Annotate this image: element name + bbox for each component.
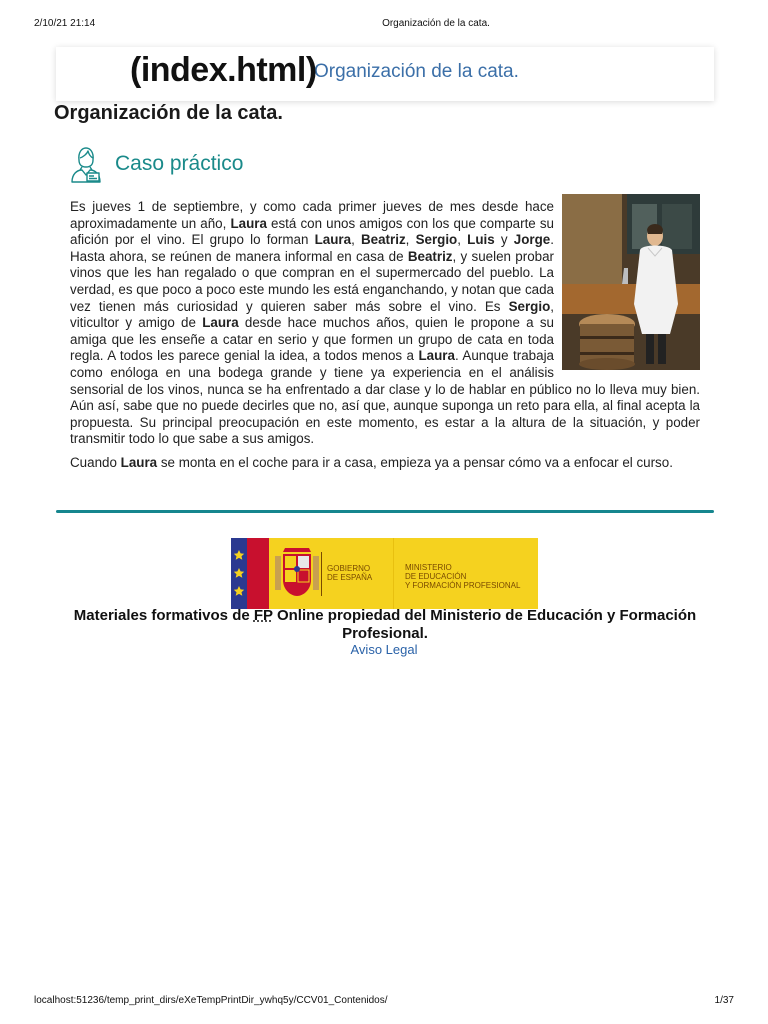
name-beatriz: Beatriz — [360, 232, 406, 248]
file-label: (index.html) — [130, 51, 317, 89]
case-paragraph-1: Es jueves 1 de septiembre, y como cada primer jueves de mes desde hace aproximadamente un año, Laura está con unos amigos con los que comparte su afición por el vino. El grupo lo forman Laura, Beatriz, Sergio, Luis y Jorge. Hasta ahora, se reúnen de manera informal en casa de Beatriz, y suelen probar vinos que les han regalado o que compran en el supermercado del pueblo. La verdad, es que poco a poco este mundo les está enganchando, y notan que cada vez tienen más curiosidad y quieren saber más sobre el vino. Es Sergio, viticultor y amigo de Laura desde hace muchos años, quien le propone a su amiga que les enseñe a catar en serio y que formen un grupo de cata en toda regla. A todos les parece genial la idea, a todos menos a Laura. Aunque trabaja como enóloga en una bodega grande y tiene ya experiencia en el análisis sensorial de los vinos, nunca se ha enfrentado a dar clase y lo de hablar en público no lo lleva muy bien. Aún así, sabe que no puede decirles que no, así que, aunque suponga un reto para ella, al final acepta la propuesta. Su principal preocupación en este momento, es estar a la altura de la situación, y poder transmitir todo lo que sabe a sus amigos. — [70, 199, 700, 447]
name-laura: Laura — [314, 232, 352, 248]
name-laura: Laura — [202, 315, 239, 331]
footer-ownership: Materiales formativos de FP Online propiedad del Ministerio de Educación y Formación Profesional. — [73, 607, 697, 642]
name-beatriz: Beatriz — [407, 248, 453, 264]
name-jorge: Jorge — [513, 232, 551, 248]
print-url: localhost:51236/temp_print_dirs/eXeTempPrintDir_ywhq5y/CCV01_Contenidos/ — [34, 995, 388, 1006]
gov-text-line1: GOBIERNO — [327, 564, 371, 573]
teacher-icon — [70, 146, 102, 184]
name-sergio: Sergio — [508, 298, 551, 314]
print-date: 2/10/21 21:14 — [34, 18, 96, 29]
case-paragraph-2: Cuando Laura se monta en el coche para ir a casa, empieza ya a pensar cómo va a enfocar el curso. — [70, 454, 673, 470]
section-divider — [56, 510, 714, 513]
ministry-text-line2: DE EDUCACIÓN — [405, 572, 467, 581]
ministry-text-line1: MINISTERIO — [405, 563, 452, 572]
ministry-text-line3: Y FORMACIÓN PROFESIONAL — [405, 581, 521, 590]
page-title: Organización de la cata. — [54, 102, 283, 124]
site-title: Organización de la cata. — [314, 61, 519, 82]
print-page-number: 1/37 — [714, 995, 734, 1006]
case-content — [70, 199, 700, 479]
print-doc-title: Organización de la cata. — [382, 18, 490, 29]
site-header — [56, 47, 714, 101]
name-luis: Luis — [467, 232, 495, 248]
name-laura: Laura — [120, 454, 158, 470]
case-title: Caso práctico — [115, 152, 244, 175]
legal-notice-link[interactable]: Aviso Legal — [350, 642, 418, 657]
fp-abbreviation[interactable]: FP — [253, 607, 273, 624]
print-header — [0, 0, 768, 30]
name-laura: Laura — [418, 348, 455, 364]
gov-text-line2: DE ESPAÑA — [327, 573, 373, 582]
name-sergio: Sergio — [415, 232, 458, 248]
government-logo — [231, 538, 538, 609]
name-laura: Laura — [230, 215, 267, 231]
